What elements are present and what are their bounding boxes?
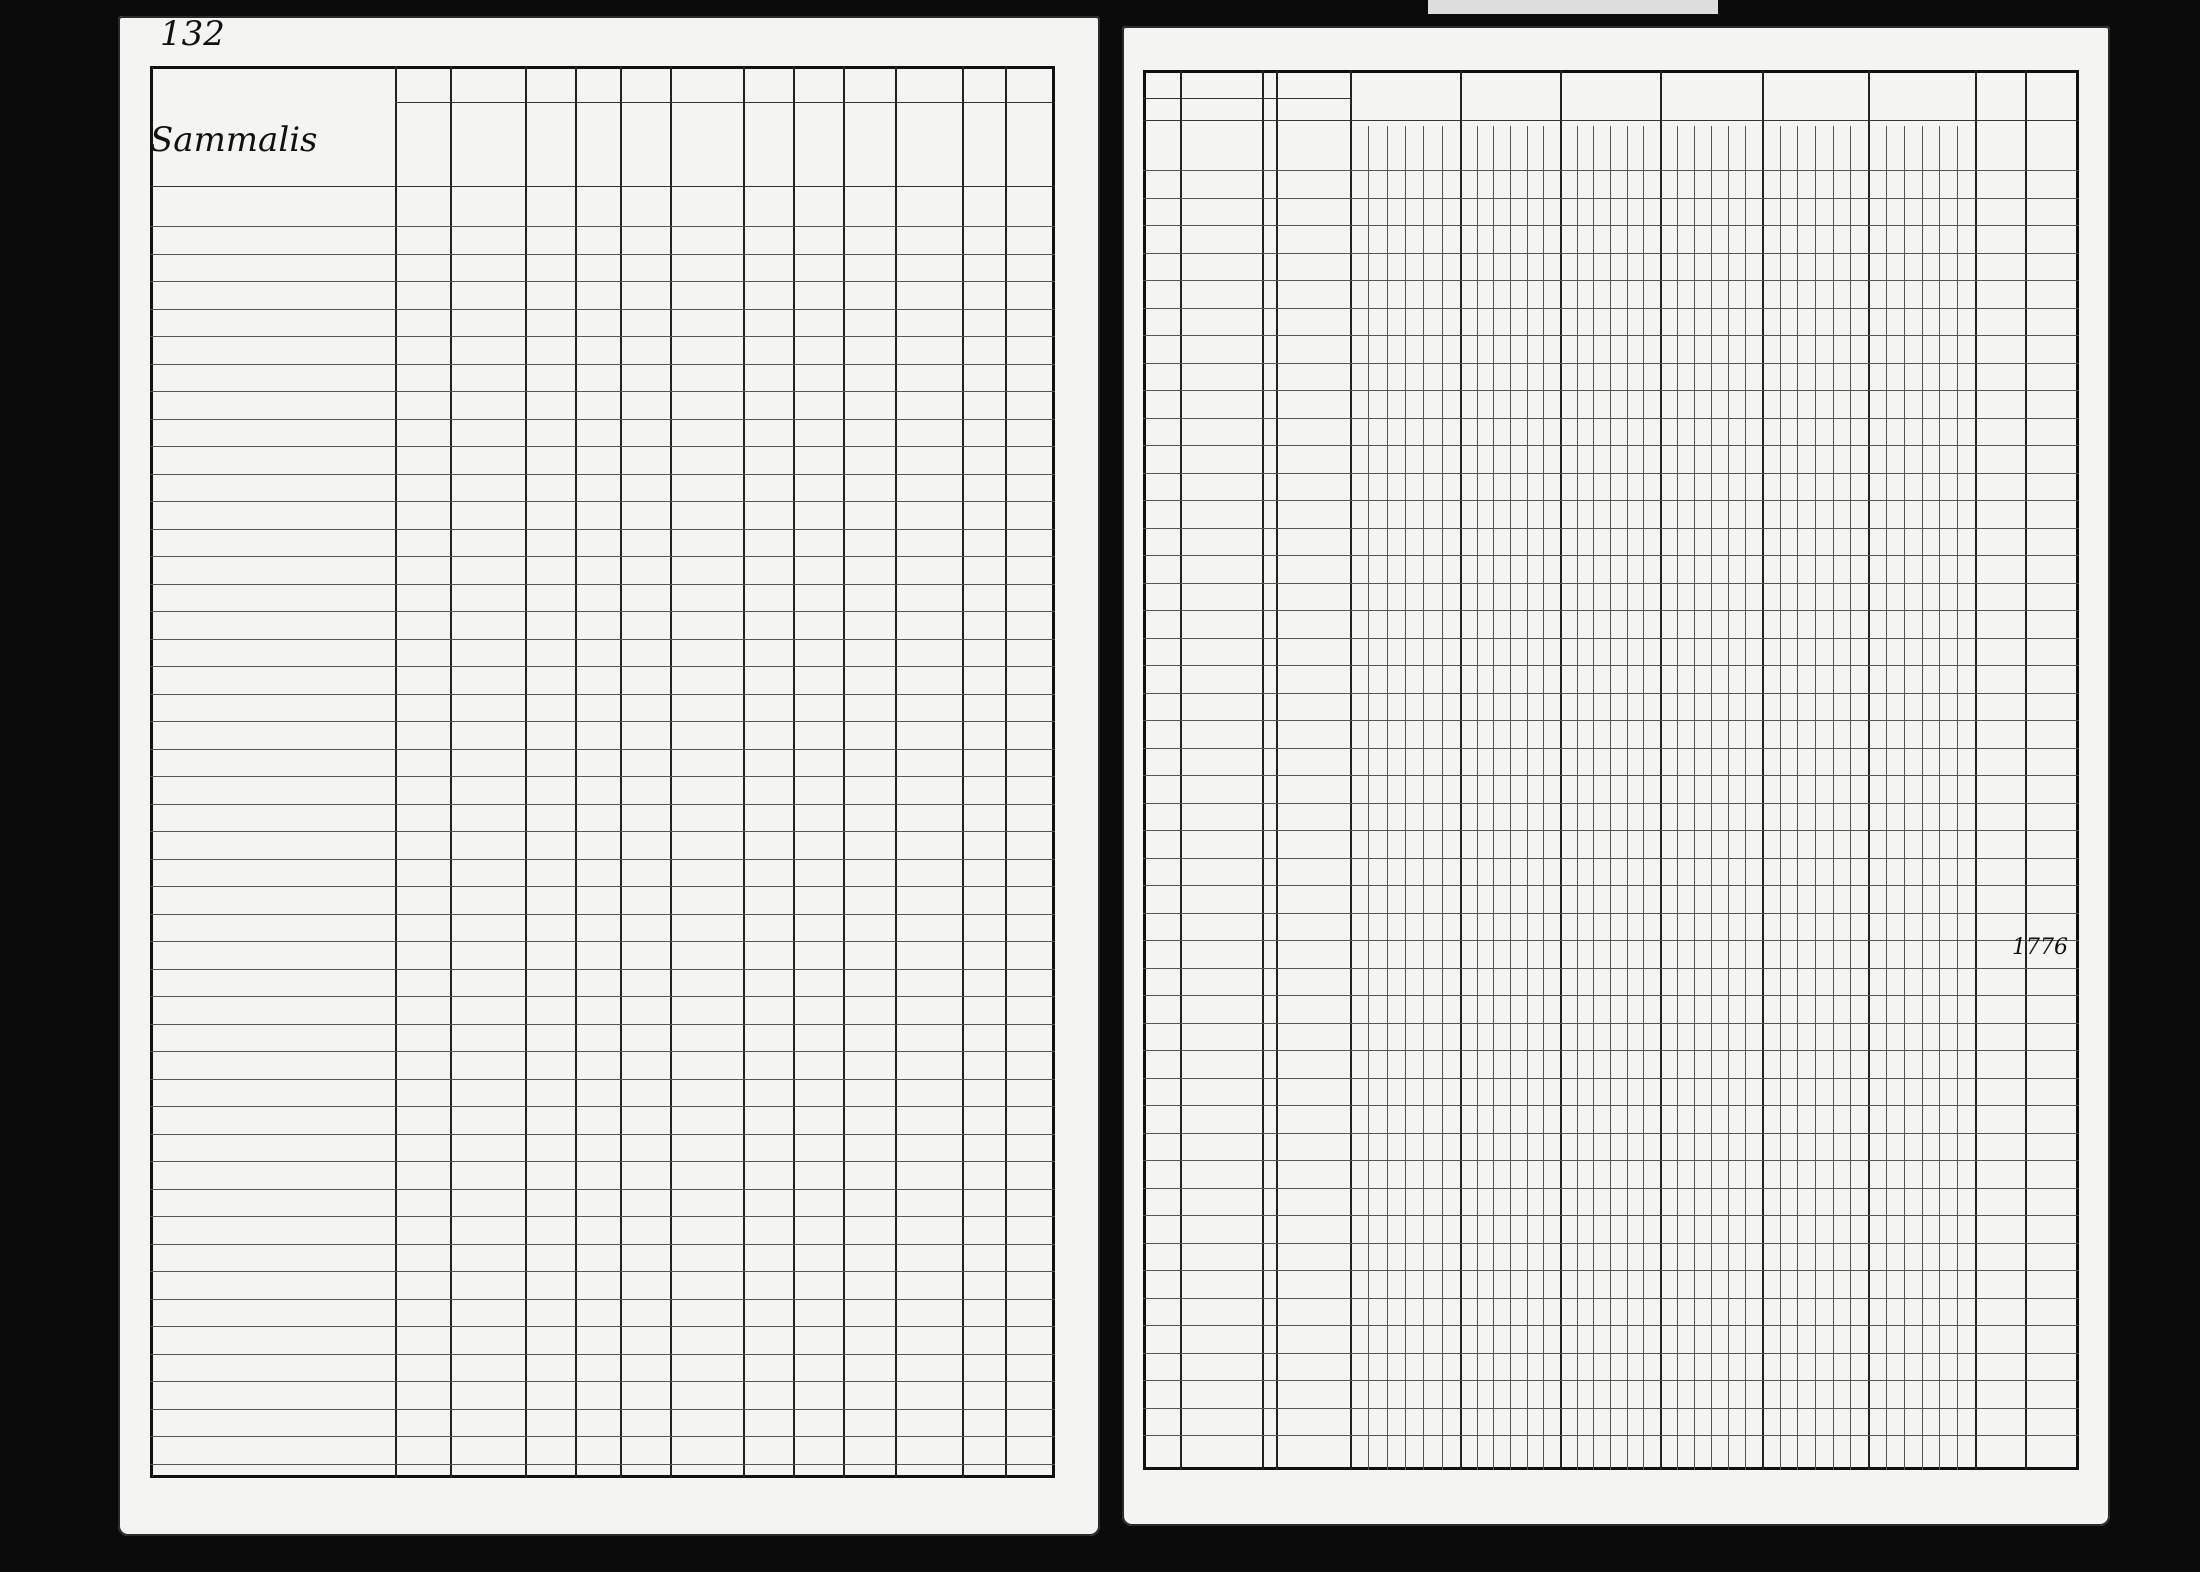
right-row-rule: [1143, 1243, 2079, 1244]
right-row-rule: [1143, 418, 2079, 419]
right-row-rule: [1143, 1325, 2079, 1326]
left-row-rule: [150, 474, 1055, 475]
left-row-rule: [150, 1244, 1055, 1245]
left-row-rule: [150, 364, 1055, 365]
left-row-rule: [150, 1106, 1055, 1107]
right-row-rule: [1143, 225, 2079, 226]
left-col-divider: [895, 66, 897, 1478]
left-row-rule: [150, 281, 1055, 282]
right-row-rule: [1143, 363, 2079, 364]
left-col-divider: [620, 66, 622, 1478]
right-year-subcolumn: [1677, 126, 1678, 1470]
left-row-rule: [150, 1354, 1055, 1355]
left-col-divider: [843, 66, 845, 1478]
left-col-divider: [450, 66, 452, 1478]
right-year-subcolumn: [1694, 126, 1695, 1470]
left-row-rule: [150, 1134, 1055, 1135]
right-row-rule: [1143, 500, 2079, 501]
right-row-rule: [1143, 665, 2079, 666]
left-col-divider: [1005, 66, 1007, 1478]
left-row-rule: [150, 1464, 1055, 1465]
right-year-subcolumn: [1815, 126, 1816, 1470]
left-row-rule: [150, 1436, 1055, 1437]
left-row-rule: [150, 1216, 1055, 1217]
left-row-rule: [150, 969, 1055, 970]
right-row-rule: [1143, 1298, 2079, 1299]
right-row-rule: [1143, 308, 2079, 309]
left-row-rule: [150, 914, 1055, 915]
left-row-rule: [150, 721, 1055, 722]
left-row-rule: [150, 886, 1055, 887]
right-row-rule: [1143, 830, 2079, 831]
right-year-subcolumn: [1939, 126, 1940, 1470]
left-col-divider: [670, 66, 672, 1478]
right-year-subcolumn: [1886, 126, 1887, 1470]
right-row-rule: [1143, 1380, 2079, 1381]
left-row-rule: [150, 419, 1055, 420]
right-year-subcolumn: [1904, 126, 1905, 1470]
right-row-rule: [1143, 638, 2079, 639]
left-col-divider: [962, 66, 964, 1478]
left-row-rule: [150, 1299, 1055, 1300]
right-row-rule: [1143, 693, 2079, 694]
right-row-rule: [1143, 803, 2079, 804]
right-row-rule: [1143, 1215, 2079, 1216]
left-row-rule: [150, 859, 1055, 860]
left-row-rule: [150, 446, 1055, 447]
right-year-subcolumn: [1780, 126, 1781, 1470]
right-year-subcolumn: [1850, 126, 1851, 1470]
right-year-subcolumn: [1627, 126, 1628, 1470]
right-row-rule: [1143, 1023, 2079, 1024]
right-row-rule: [1143, 1160, 2079, 1161]
right-year-subcolumn: [1745, 126, 1746, 1470]
register-title: Sammalis: [150, 120, 318, 160]
left-row-rule: [150, 749, 1055, 750]
left-col-divider: [793, 66, 795, 1478]
right-year-subcolumn: [1477, 126, 1478, 1470]
right-row-rule: [1143, 583, 2079, 584]
right-year-subcolumn: [1442, 126, 1443, 1470]
left-row-rule: [150, 941, 1055, 942]
right-year-subcolumn: [1577, 126, 1578, 1470]
right-year-subcolumn: [1610, 126, 1611, 1470]
right-row-rule: [1143, 1435, 2079, 1436]
right-row-rule: [1143, 610, 2079, 611]
left-header-subrule: [395, 102, 1055, 103]
left-row-rule: [150, 1326, 1055, 1327]
right-row-rule: [1143, 170, 2079, 171]
right-row-rule: [1143, 1133, 2079, 1134]
right-row-rule: [1143, 858, 2079, 859]
right-year-subcolumn: [1643, 126, 1644, 1470]
left-row-rule: [150, 1024, 1055, 1025]
right-row-rule: [1143, 280, 2079, 281]
left-row-rule: [150, 996, 1055, 997]
left-row-rule: [150, 226, 1055, 227]
right-row-rule: [1143, 913, 2079, 914]
right-row-rule: [1143, 555, 2079, 556]
left-col-divider: [575, 66, 577, 1478]
left-row-rule: [150, 1409, 1055, 1410]
right-year-subcolumn: [1833, 126, 1834, 1470]
left-row-rule: [150, 1271, 1055, 1272]
left-row-rule: [150, 1161, 1055, 1162]
right-year-subcolumn: [1510, 126, 1511, 1470]
side-note: 1776: [2012, 935, 2068, 960]
left-row-rule: [150, 254, 1055, 255]
left-row-rule: [150, 1079, 1055, 1080]
right-year-subcolumn: [1593, 126, 1594, 1470]
right-row-rule: [1143, 1050, 2079, 1051]
right-year-subcolumn: [1493, 126, 1494, 1470]
right-row-rule: [1143, 720, 2079, 721]
left-register-table: [150, 66, 1055, 1478]
right-row-rule: [1143, 775, 2079, 776]
left-row-rule: [150, 584, 1055, 585]
right-row-rule: [1143, 995, 2079, 996]
left-row-rule: [150, 776, 1055, 777]
right-row-rule: [1143, 528, 2079, 529]
right-header-subrule: [1143, 98, 1350, 99]
left-row-rule: [150, 309, 1055, 310]
right-year-subcolumn: [1922, 126, 1923, 1470]
right-year-subcolumn: [1711, 126, 1712, 1470]
left-row-rule: [150, 529, 1055, 530]
left-row-rule: [150, 1051, 1055, 1052]
right-year-subcolumn: [1368, 126, 1369, 1470]
left-row-rule: [150, 1189, 1055, 1190]
left-row-rule: [150, 639, 1055, 640]
right-row-rule: [1143, 940, 2079, 941]
right-row-rule: [1143, 253, 2079, 254]
right-year-subcolumn: [1405, 126, 1406, 1470]
right-row-rule: [1143, 1270, 2079, 1271]
left-row-rule: [150, 556, 1055, 557]
right-row-rule: [1143, 198, 2079, 199]
right-header-rule: [1143, 120, 2079, 121]
right-row-rule: [1143, 445, 2079, 446]
left-row-rule: [150, 611, 1055, 612]
right-row-rule: [1143, 1105, 2079, 1106]
right-year-subcolumn: [1543, 126, 1544, 1470]
right-row-rule: [1143, 473, 2079, 474]
right-year-subcolumn: [1797, 126, 1798, 1470]
right-row-rule: [1143, 885, 2079, 886]
left-col-divider: [525, 66, 527, 1478]
right-row-rule: [1143, 1408, 2079, 1409]
left-row-rule: [150, 501, 1055, 502]
left-col-divider: [395, 66, 397, 1478]
right-row-rule: [1143, 748, 2079, 749]
left-row-rule: [150, 1381, 1055, 1382]
left-row-rule: [150, 831, 1055, 832]
right-year-subcolumn: [1957, 126, 1958, 1470]
right-year-subcolumn: [1527, 126, 1528, 1470]
right-year-subcolumn: [1387, 126, 1388, 1470]
right-row-rule: [1143, 390, 2079, 391]
left-header-rule: [150, 186, 1055, 187]
left-row-rule: [150, 694, 1055, 695]
left-row-rule: [150, 391, 1055, 392]
right-year-subcolumn: [1423, 126, 1424, 1470]
page-tab: [1428, 0, 1718, 14]
left-row-rule: [150, 336, 1055, 337]
right-row-rule: [1143, 1078, 2079, 1079]
right-year-subcolumn: [1728, 126, 1729, 1470]
left-row-rule: [150, 804, 1055, 805]
right-row-rule: [1143, 335, 2079, 336]
left-row-rule: [150, 666, 1055, 667]
right-row-rule: [1143, 968, 2079, 969]
page-number: 132: [160, 14, 225, 54]
left-col-divider: [743, 66, 745, 1478]
right-row-rule: [1143, 1353, 2079, 1354]
right-row-rule: [1143, 1188, 2079, 1189]
